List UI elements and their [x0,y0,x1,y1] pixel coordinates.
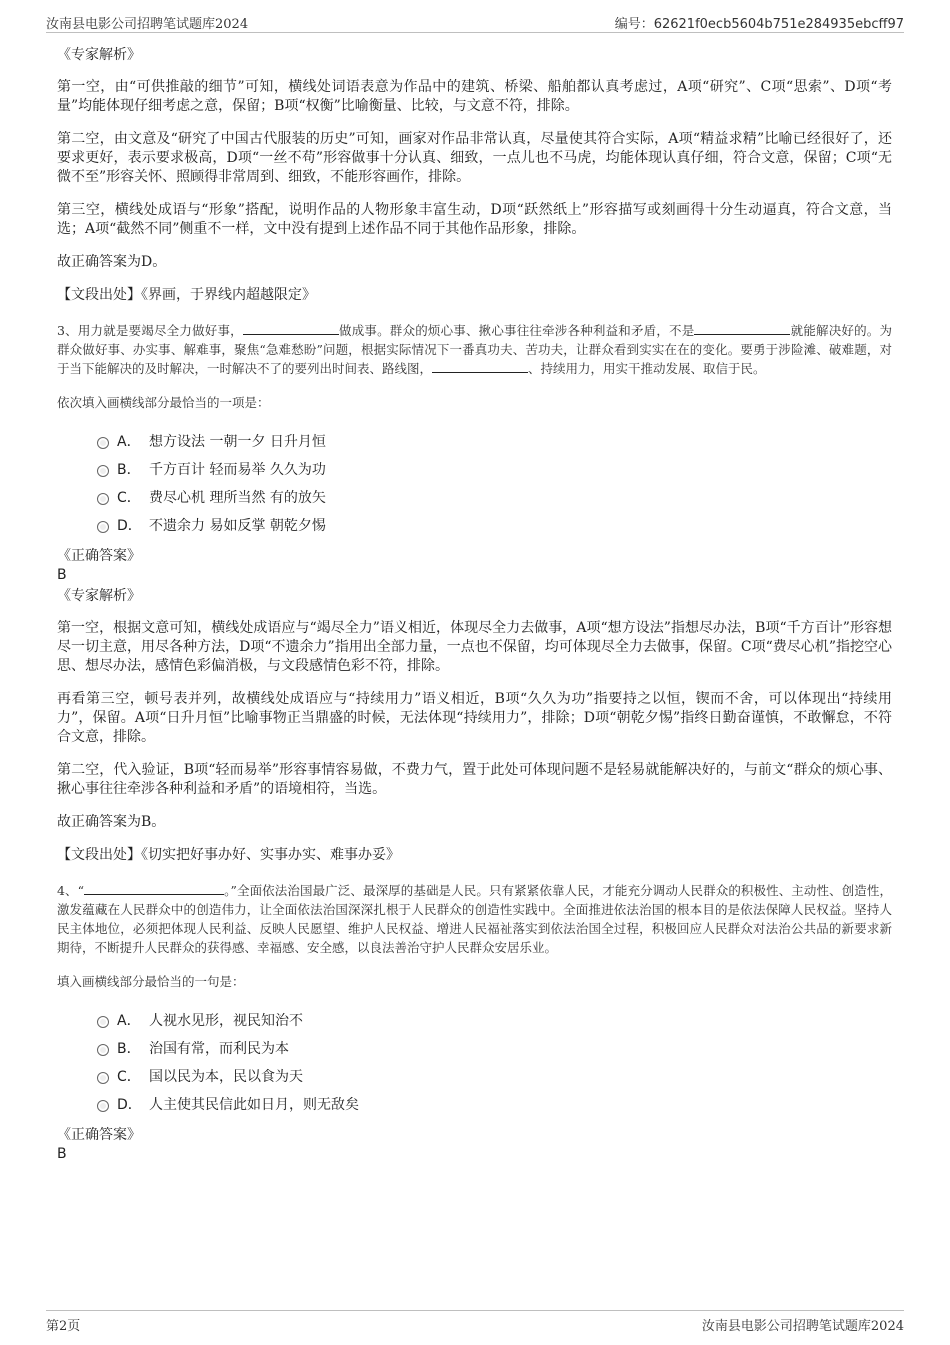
page-footer [46,1310,904,1337]
answer-conclusion: 故正确答案为D。 [57,254,167,270]
answer-conclusion: 故正确答案为B。 [57,814,166,830]
analysis-paragraph: 第二空，代入验证，B项“轻而易举”形容事情容易做，不费力气，置于此处可体现问题不是轻易就能解决好的，与前文“群众的烦心事、揪心事往往牵涉各种利益和矛盾”的语境相符，当选。 [57,762,892,797]
source-citation: 【文段出处】《界画，于界线内超越限定》 [57,287,316,303]
radio-button[interactable] [97,437,109,449]
page-header [46,10,904,33]
option-d[interactable]: D． 不遗余力 易如反掌 朝乾夕惕 [97,512,892,540]
option-a[interactable]: A． 想方设法 一朝一夕 日升月恒 [97,428,892,456]
option-b[interactable]: B． 千方百计 轻而易举 久久为功 [97,456,892,484]
radio-button[interactable] [97,1016,109,1028]
question-4-options [97,1007,892,1119]
page-content [57,45,892,1163]
option-c[interactable]: C． 费尽心机 理所当然 有的放矢 [97,484,892,512]
header-title: 汝南县电影公司招聘笔试题库2024 [46,17,249,32]
radio-button[interactable] [97,521,109,533]
radio-button[interactable] [97,493,109,505]
analysis-paragraph: 第二空，由文意及“研究了中国古代服装的历史”可知，画家对作品非常认真，尽量使其符合实际，A项“精益求精”比喻已经很好了，还要求更好，表示要求极高，D项“一丝不苟”形容做事十分认真、细致，一点儿也不马虎，均能体现认真仔细，符合文意，保留；C项“无微不至”形容关怀、照顾得非常周到、细致，不能形容画作，排除。 [57,131,892,185]
option-b[interactable]: B． 治国有常，而利民为本 [97,1035,892,1063]
analysis-paragraph: 第一空，由“可供推敲的细节”可知，横线处词语表意为作品中的建筑、桥梁、船舶都认真考虑过，A项“研究”、C项“思索”、D项“考量”均能体现仔细考虑之意，保留；B项“权衡”比喻衡量、比较，与文意不符，排除。 [57,79,892,114]
answer-label: 《正确答案》 [57,1127,141,1143]
answer-blank [432,359,528,373]
question-3-prompt: 依次填入画横线部分最恰当的一项是： [57,395,270,410]
radio-button[interactable] [97,1100,109,1112]
analysis-paragraph: 再看第三空，顿号表并列，故横线处成语应与“持续用力”语义相近，B项“久久为功”指要持之以恒，锲而不舍，可以体现出“持续用力”，保留。A项“日升月恒”比喻事物正当鼎盛的时候，无法体现“持续用力”，排除；D项“朝乾夕惕”指终日勤奋谨慎，不敢懈怠，不符合文意，排除。 [57,691,892,745]
answer-blank [694,321,790,335]
question-3-options [97,428,892,540]
analysis-label: 《专家解析》 [57,588,141,604]
radio-button[interactable] [97,465,109,477]
source-citation: 【文段出处】《切实把好事办好、实事办实、难事办妥》 [57,847,400,863]
radio-button[interactable] [97,1072,109,1084]
answer-blank [84,881,224,895]
correct-answer: B [57,1146,67,1162]
question-4-text: 4、“ 。”全面依法治国最广泛、最深厚的基础是人民。只有紧紧依靠人民，才能充分调动人民群众的积极性、主动性、创造性，激发蕴藏在人民群众中的创造伟力，让全面依法治国深深扎根于人民群众的创造性实践中。全面推进依法治国的根本目的是依法保障人民权益。坚持人民主体地位，必须把体现人民利益、反映人民愿望、维护人民权益、增进人民福祉落实到依法治国全过程，积极回应人民群众对法治公共品的新要求新期待，不断提升人民群众的获得感、幸福感、安全感，以良法善治守护人民群众安居乐业。 [57,883,892,955]
option-d[interactable]: D． 人主使其民信此如日月，则无敌矣 [97,1091,892,1119]
option-a[interactable]: A． 人视水见形，视民知治不 [97,1007,892,1035]
document-code: 编号：62621f0ecb5604b751e284935ebcff97 [614,17,904,32]
answer-blank [243,321,339,335]
footer-title: 汝南县电影公司招聘笔试题库2024 [701,1319,904,1334]
option-c[interactable]: C． 国以民为本，民以食为天 [97,1063,892,1091]
analysis-paragraph: 第三空，横线处成语与“形象”搭配，说明作品的人物形象丰富生动，D项“跃然纸上”形容描写或刻画得十分生动逼真，符合文意，当选；A项“截然不同”侧重不一样，文中没有提到上述作品不同于其他作品形象，排除。 [57,202,892,237]
question-4-prompt: 填入画横线部分最恰当的一句是： [57,974,245,989]
analysis-paragraph: 第一空，根据文意可知，横线处成语应与“竭尽全力”语义相近，体现尽全力去做事，A项“想方设法”指想尽办法，B项“千方百计”形容想尽一切主意，用尽各种方法，D项“不遗余力”指用出全部力量，一点也不保留，均可体现尽全力去做事，保留。C项“费尽心机”指挖空心思、想尽办法，感情色彩偏消极，与文段感情色彩不符，排除。 [57,620,892,674]
analysis-label: 《专家解析》 [57,47,141,63]
page-number: 第2页 [46,1319,81,1334]
radio-button[interactable] [97,1044,109,1056]
answer-label: 《正确答案》 [57,548,141,564]
correct-answer: B [57,567,67,583]
question-3-text: 3、用力就是要竭尽全力做好事， 做成事。群众的烦心事、揪心事往往牵涉各种利益和矛盾，不是 就能解决好的。为群众做好事、办实事、解难事，聚焦“急难愁盼”问题，根据实际情况下一番真功夫、苦功夫，让群众看到实实在在的变化。要勇于涉险滩、破难题，对于当下能解决的及时解决，一时解决不了的要列出时间表、路线图， 、持续用力，用实干推动发展、取信于民。 [57,323,892,376]
